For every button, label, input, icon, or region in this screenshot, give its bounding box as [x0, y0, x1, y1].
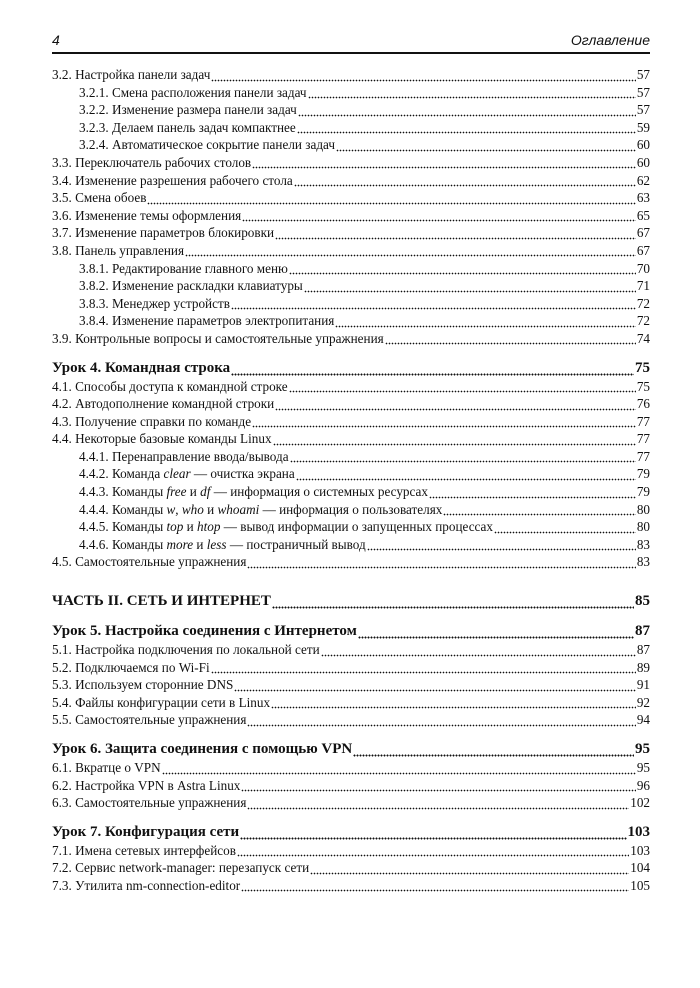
toc-page-number: 92	[636, 694, 650, 710]
toc-entry[interactable]	[52, 448, 650, 466]
title-text: и	[203, 501, 218, 517]
toc-entry[interactable]	[52, 330, 650, 348]
title-text: 3.8.1. Редактирование главного меню	[79, 260, 288, 276]
title-text: 4.1. Способы доступа к командной строке	[52, 378, 288, 394]
title-text: 7.2. Сервис network-manager: перезапуск сети	[52, 860, 310, 876]
toc-entry-title	[52, 224, 274, 242]
toc-entry-title	[52, 172, 293, 190]
toc-entry[interactable]	[52, 172, 650, 190]
title-text: 4.5. Самостоятельные упражнения	[52, 554, 247, 570]
toc-entry-title	[79, 483, 428, 501]
title-text: 3.7. Изменение параметров блокировки	[52, 225, 275, 241]
toc-entry[interactable]	[52, 277, 650, 295]
toc-entry[interactable]	[52, 189, 650, 207]
toc-entry-title	[52, 659, 210, 677]
toc-spacer	[52, 812, 650, 822]
toc-entry-title	[52, 859, 309, 877]
title-text: 3.2.3. Делаем панель задач компактнее	[79, 119, 296, 135]
dot-leader	[147, 189, 635, 207]
dot-leader	[234, 676, 636, 694]
toc-entry-title	[79, 312, 334, 330]
title-text: 3.2.2. Изменение размера панели задач	[79, 102, 297, 118]
toc-page-number: 104	[630, 860, 650, 876]
dot-leader	[290, 448, 636, 466]
command-name: htop	[197, 519, 221, 535]
toc-page-number: 87	[635, 623, 650, 640]
title-text: 4.2. Автодополнение командной строки	[52, 396, 275, 412]
toc-page-number: 60	[636, 154, 650, 170]
toc-entry-title	[52, 759, 161, 777]
dot-leader	[231, 358, 634, 378]
title-text: 3.3. Переключатель рабочих столов	[52, 154, 252, 170]
dot-leader	[336, 136, 636, 154]
dot-leader	[252, 154, 636, 172]
toc-entry-title	[52, 358, 230, 378]
toc-page-number: 87	[636, 642, 650, 658]
toc-entry[interactable]	[52, 711, 650, 729]
dot-leader	[358, 621, 634, 641]
running-title: Оглавление	[570, 32, 650, 48]
toc-page-number: 60	[636, 137, 650, 153]
title-text: 6.2. Настройка VPN в Astra Linux	[52, 777, 241, 793]
title-text: и	[193, 536, 207, 552]
toc-entry-title	[52, 822, 239, 842]
dot-leader	[247, 553, 635, 571]
toc-page-number: 80	[636, 501, 650, 517]
title-text: 4.4. Некоторые базовые команды Linux	[52, 431, 272, 447]
toc-entry[interactable]	[52, 501, 650, 519]
title-text: — постраничный вывод	[226, 536, 366, 552]
title-text: 4.4.4. Команды	[79, 501, 167, 517]
toc-entry-title	[52, 739, 352, 759]
command-name: top	[166, 519, 184, 535]
toc-page-number: 67	[636, 225, 650, 241]
toc-page-number: 77	[636, 431, 650, 447]
toc-entry[interactable]	[52, 295, 650, 313]
toc-page-number: 71	[636, 278, 650, 294]
toc-page-number: 76	[636, 396, 650, 412]
toc-entry-title	[52, 842, 236, 860]
toc-entry[interactable]	[52, 413, 650, 431]
title-text: 5.5. Самостоятельные упражнения	[52, 712, 247, 728]
toc-page-number: 62	[636, 172, 650, 188]
running-header	[52, 30, 650, 54]
toc-entry-title	[52, 378, 288, 396]
dot-leader	[443, 501, 635, 519]
toc-spacer	[52, 611, 650, 621]
toc-page-number: 75	[636, 378, 650, 394]
toc-entry[interactable]	[52, 759, 650, 777]
dot-leader	[241, 877, 629, 895]
toc-entry[interactable]	[52, 465, 650, 483]
toc-entry[interactable]	[52, 378, 650, 396]
title-text: 4.4.1. Перенаправление ввода/вывода	[79, 448, 289, 464]
toc-page-number: 89	[636, 659, 650, 675]
toc-entry[interactable]	[52, 777, 650, 795]
title-text: 4.4.6. Команды	[79, 536, 167, 552]
toc-entry-title	[52, 621, 357, 641]
dot-leader	[247, 711, 635, 729]
toc-entry[interactable]	[52, 859, 650, 877]
dot-leader	[367, 536, 636, 554]
dot-leader	[231, 295, 636, 313]
toc-entry[interactable]	[52, 101, 650, 119]
command-name: clear	[163, 466, 191, 482]
toc-entry-title	[52, 66, 210, 84]
title-text: ,	[175, 501, 182, 517]
dot-leader	[211, 659, 636, 677]
dot-leader	[297, 119, 636, 137]
dot-leader	[162, 759, 636, 777]
toc-entry[interactable]	[52, 119, 650, 137]
toc-page-number: 91	[636, 677, 650, 693]
title-text: Урок 5. Настройка соединения с Интернетом	[52, 623, 357, 640]
toc-entry-title	[79, 465, 295, 483]
toc-entry-title	[79, 501, 442, 519]
toc-page-number: 77	[636, 448, 650, 464]
dot-leader	[335, 312, 635, 330]
dot-leader	[241, 777, 635, 795]
title-text: 3.9. Контрольные вопросы и самостоятельные упражнения	[52, 330, 384, 346]
toc-entry[interactable]	[52, 84, 650, 102]
title-text: 3.6. Изменение темы оформления	[52, 207, 242, 223]
toc-spacer	[52, 571, 650, 591]
toc-entry-title	[79, 136, 335, 154]
dot-leader	[308, 84, 636, 102]
title-text: 4.4.3. Команды	[79, 484, 167, 500]
toc-page-number: 72	[636, 295, 650, 311]
title-text: 3.2.1. Смена расположения панели задач	[79, 84, 307, 100]
toc-page-number: 95	[635, 741, 650, 757]
toc-spacer	[52, 729, 650, 739]
toc-entry-title	[52, 591, 271, 611]
dot-leader	[321, 641, 636, 659]
toc-page-number: 80	[636, 519, 650, 535]
toc-entry[interactable]	[52, 154, 650, 172]
toc-entry[interactable]	[52, 207, 650, 225]
command-name: who	[181, 501, 204, 517]
title-text: и	[183, 519, 197, 535]
toc-entry[interactable]	[52, 877, 650, 895]
title-text: 3.2.4. Автоматическое сокрытие панели задач	[79, 137, 335, 153]
title-text: 5.2. Подключаемся по Wi-Fi	[52, 659, 210, 675]
toc-entry[interactable]	[52, 66, 650, 84]
dot-leader	[296, 465, 636, 483]
toc-entry-title	[52, 694, 270, 712]
toc-page-number: 83	[636, 536, 650, 552]
toc-entry-title	[52, 430, 272, 448]
toc-page-number: 67	[636, 242, 650, 258]
dot-leader	[252, 413, 636, 431]
dot-leader	[240, 822, 626, 842]
toc-entry-title	[52, 641, 320, 659]
toc-entry-title	[52, 242, 184, 260]
toc-heading[interactable]	[52, 621, 650, 641]
toc-page-number: 57	[636, 84, 650, 100]
toc-entry-title	[52, 777, 240, 795]
title-text: 3.8.2. Изменение раскладки клавиатуры	[79, 278, 303, 294]
toc-page-number: 74	[636, 330, 650, 346]
toc-entry[interactable]	[52, 676, 650, 694]
title-text: — информация о системных ресурсах	[210, 484, 428, 500]
toc-page-number: 70	[636, 260, 650, 276]
command-name: w	[166, 501, 176, 517]
toc-entry-title	[52, 877, 240, 895]
page-number: 4	[52, 32, 60, 48]
toc-heading[interactable]	[52, 591, 650, 611]
title-text: 3.8.3. Менеджер устройств	[79, 295, 230, 311]
toc-page-number: 77	[636, 413, 650, 429]
dot-leader	[385, 330, 636, 348]
title-text: 3.2. Настройка панели задач	[52, 67, 211, 82]
toc-heading[interactable]	[52, 358, 650, 378]
toc-entry-title	[52, 676, 233, 694]
dot-leader	[289, 260, 636, 278]
dot-leader	[289, 378, 636, 396]
command-name: free	[166, 484, 187, 500]
title-text: Урок 6. Защита соединения с помощью VPN	[52, 741, 353, 757]
toc-page-number: 75	[635, 359, 650, 376]
toc-page-number: 96	[636, 777, 650, 793]
dot-leader	[242, 207, 636, 225]
dot-leader	[185, 242, 636, 260]
toc-entry-title	[79, 536, 366, 554]
toc-page-number: 63	[636, 190, 650, 206]
title-text: 6.1. Вкратце о VPN	[52, 760, 161, 775]
toc-entry[interactable]	[52, 260, 650, 278]
toc-entry-title	[52, 395, 274, 413]
title-text: 7.3. Утилита nm-connection-editor	[52, 877, 241, 893]
title-text: 5.3. Используем сторонние DNS	[52, 677, 234, 693]
dot-leader	[494, 518, 636, 536]
toc-entry-title	[79, 101, 297, 119]
command-name: df	[200, 484, 211, 500]
toc-page-number: 83	[636, 554, 650, 570]
title-text: и	[186, 484, 201, 500]
toc-heading[interactable]	[52, 739, 650, 759]
toc-entry-title	[52, 413, 251, 431]
toc-entry[interactable]	[52, 430, 650, 448]
dot-leader	[211, 66, 635, 84]
dot-leader	[273, 430, 636, 448]
toc-page-number: 94	[636, 712, 650, 728]
title-text: — очистка экрана	[190, 466, 295, 482]
toc-entry[interactable]	[52, 536, 650, 554]
toc-entry-title	[52, 154, 251, 172]
toc-entry[interactable]	[52, 641, 650, 659]
dot-leader	[272, 591, 634, 611]
toc-entry[interactable]	[52, 553, 650, 571]
toc-page-number: 95	[636, 760, 650, 775]
dot-leader	[304, 277, 636, 295]
title-text: 5.4. Файлы конфигурации сети в Linux	[52, 694, 271, 710]
dot-leader	[271, 694, 636, 712]
dot-leader	[294, 172, 636, 190]
toc-entry[interactable]	[52, 483, 650, 501]
toc-entry-title	[52, 794, 246, 812]
dot-leader	[353, 739, 634, 759]
dot-leader	[247, 794, 629, 812]
title-text: — вывод информации о запущенных процессах	[220, 519, 494, 535]
toc-entry-title	[52, 189, 146, 207]
title-text: 4.3. Получение справки по команде	[52, 413, 252, 429]
toc-page-number: 85	[635, 593, 650, 610]
title-text: 3.5. Смена обоев	[52, 190, 147, 206]
toc-entry[interactable]	[52, 842, 650, 860]
title-text: Урок 7. Конфигурация сети	[52, 823, 240, 840]
toc-entry[interactable]	[52, 136, 650, 154]
title-text: 4.4.5. Команды	[79, 519, 167, 535]
table-of-contents	[52, 66, 650, 895]
title-text: — информация о пользователях	[259, 501, 443, 517]
dot-leader	[429, 483, 636, 501]
dot-leader	[275, 395, 636, 413]
dot-leader	[275, 224, 636, 242]
toc-entry[interactable]	[52, 395, 650, 413]
toc-entry[interactable]	[52, 659, 650, 677]
toc-entry-title	[79, 448, 289, 466]
toc-entry-title	[79, 518, 493, 536]
toc-page-number: 103	[627, 823, 650, 840]
title-text: 6.3. Самостоятельные упражнения	[52, 795, 247, 811]
command-name: more	[166, 536, 194, 552]
toc-heading[interactable]	[52, 822, 650, 842]
toc-page-number: 59	[636, 119, 650, 135]
toc-entry-title	[52, 330, 384, 348]
toc-page-number: 103	[630, 842, 650, 858]
toc-entry-title	[79, 277, 303, 295]
toc-page-number: 102	[630, 795, 650, 811]
toc-entry[interactable]	[52, 224, 650, 242]
dot-leader	[298, 101, 636, 119]
toc-page-number: 65	[636, 207, 650, 223]
toc-page-number: 105	[630, 877, 650, 893]
dot-leader	[310, 859, 629, 877]
toc-entry[interactable]	[52, 312, 650, 330]
toc-entry-title	[79, 119, 296, 137]
command-name: less	[206, 536, 227, 552]
toc-entry[interactable]	[52, 694, 650, 712]
title-text: ЧАСТЬ II. СЕТЬ И ИНТЕРНЕТ	[52, 593, 271, 610]
title-text: 7.1. Имена сетевых интерфейсов	[52, 842, 236, 858]
title-text: 3.4. Изменение разрешения рабочего стола	[52, 172, 293, 188]
toc-page-number: 79	[636, 484, 650, 500]
toc-entry-title	[52, 553, 246, 571]
title-text: 3.8. Панель управления	[52, 242, 185, 258]
toc-entry[interactable]	[52, 242, 650, 260]
toc-entry-title	[52, 207, 241, 225]
command-name: whoami	[217, 501, 260, 517]
title-text: Урок 4. Командная строка	[52, 359, 231, 376]
toc-entry-title	[79, 260, 288, 278]
toc-page-number: 57	[636, 102, 650, 118]
toc-page-number: 79	[636, 466, 650, 482]
title-text: 3.8.4. Изменение параметров электропитания	[79, 313, 335, 329]
toc-entry-title	[52, 711, 246, 729]
dot-leader	[237, 842, 629, 860]
title-text: 4.4.2. Команда	[79, 466, 164, 482]
toc-entry[interactable]	[52, 518, 650, 536]
toc-entry-title	[79, 84, 307, 102]
toc-entry[interactable]	[52, 794, 650, 812]
toc-page-number: 72	[636, 313, 650, 329]
toc-page-number: 57	[636, 67, 650, 82]
toc-entry-title	[79, 295, 230, 313]
toc-spacer	[52, 348, 650, 358]
title-text: 5.1. Настройка подключения по локальной сети	[52, 642, 320, 658]
